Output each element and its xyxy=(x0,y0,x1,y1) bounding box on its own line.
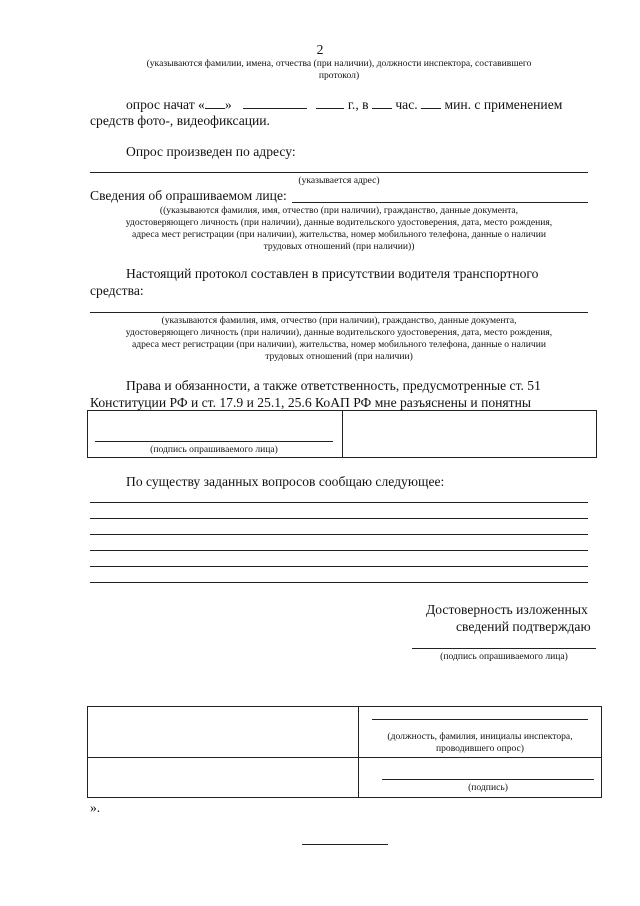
answer-line[interactable] xyxy=(90,582,588,583)
inspector-note-1: (должность, фамилия, инициалы инспектора, xyxy=(387,731,573,742)
rights-signature-note: (подпись опрашиваемого лица) xyxy=(150,444,278,455)
driver-line-2: средства: xyxy=(90,283,144,298)
interviewee-note-4: трудовых отношений (при наличии)) xyxy=(263,241,415,252)
interviewee-note-2: удостоверяющего личность (при наличии), данные водительского удостоверения, дата, место рождения, xyxy=(125,217,553,228)
driver-note-4: трудовых отношений (при наличии) xyxy=(265,351,413,362)
answers-label: По существу заданных вопросов сообщаю следующее: xyxy=(126,474,445,489)
header-note-line-2: протокол) xyxy=(318,70,360,81)
interviewee-field[interactable] xyxy=(292,202,588,203)
rights-line-1: Права и обязанности, а также ответственность, предусмотренные ст. 51 xyxy=(126,378,541,393)
answer-line[interactable] xyxy=(90,502,588,503)
start-time-line-2: средств фото-, видеофиксации. xyxy=(90,113,270,128)
address-field[interactable] xyxy=(90,172,588,173)
inspector-table-divider xyxy=(358,706,359,798)
address-label: Опрос произведен по адресу: xyxy=(126,144,296,159)
inspector-table-row-divider xyxy=(87,757,602,758)
page-number: 2 xyxy=(316,42,324,57)
address-note: (указывается адрес) xyxy=(298,175,380,186)
confirm-signature-field[interactable] xyxy=(412,648,596,649)
interviewee-note-3: адреса мест регистрации (при наличии), жительства, номер мобильного телефона, данные о наличии xyxy=(131,229,546,240)
minute-field[interactable] xyxy=(421,96,441,109)
rights-signature-field[interactable] xyxy=(95,441,333,442)
start-text-2: » xyxy=(224,97,232,112)
start-text-3: г., в xyxy=(347,97,369,112)
rights-line-2: Конституции РФ и ст. 17.9 и 25.1, 25.6 КоАП РФ мне разъяснены и понятны xyxy=(90,395,532,410)
hour-field[interactable] xyxy=(372,96,392,109)
driver-note-2: удостоверяющего личность (при наличии), данные водительского удостоверения, дата, место рождения, xyxy=(125,327,553,338)
inspector-name-field[interactable] xyxy=(372,719,588,720)
driver-note-3: адреса мест регистрации (при наличии), жительства, номер мобильного телефона, данные о наличии xyxy=(131,339,546,350)
confirm-signature-note: (подпись опрашиваемого лица) xyxy=(440,651,568,662)
answer-line[interactable] xyxy=(90,518,588,519)
start-text-1: опрос начат « xyxy=(126,97,205,112)
interviewee-label: Сведения об опрашиваемом лице: xyxy=(90,188,287,203)
year-field[interactable] xyxy=(316,96,344,109)
start-time-line xyxy=(126,96,562,113)
inspector-signature-field[interactable] xyxy=(382,779,594,780)
start-text-5: мин. с применением xyxy=(444,97,563,112)
rights-table-divider xyxy=(342,410,343,458)
driver-note-1: (указываются фамилия, имя, отчество (при наличии), гражданство, данные документа, xyxy=(161,315,517,326)
header-note-line-1: (указываются фамилии, имена, отчества (при наличии), должности инспектора, составившего xyxy=(146,58,532,69)
inspector-note-2: проводившего опрос) xyxy=(435,743,524,754)
closing-quote: ». xyxy=(90,800,101,815)
start-text-4: час. xyxy=(395,97,418,112)
interviewee-note-1: ((указываются фамилия, имя, отчество (при наличии), гражданство, данные документа, xyxy=(159,205,519,216)
end-divider xyxy=(302,844,388,845)
day-field[interactable] xyxy=(205,96,225,109)
driver-line-1: Настоящий протокол составлен в присутствии водителя транспортного xyxy=(126,266,539,281)
inspector-signature-note: (подпись) xyxy=(468,782,508,793)
confirm-line-1: Достоверность изложенных xyxy=(426,602,588,617)
answer-line[interactable] xyxy=(90,550,588,551)
driver-field[interactable] xyxy=(90,312,588,313)
month-field[interactable] xyxy=(243,96,307,109)
answer-line[interactable] xyxy=(90,534,588,535)
answer-line[interactable] xyxy=(90,566,588,567)
confirm-line-2: сведений подтверждаю xyxy=(456,619,591,634)
